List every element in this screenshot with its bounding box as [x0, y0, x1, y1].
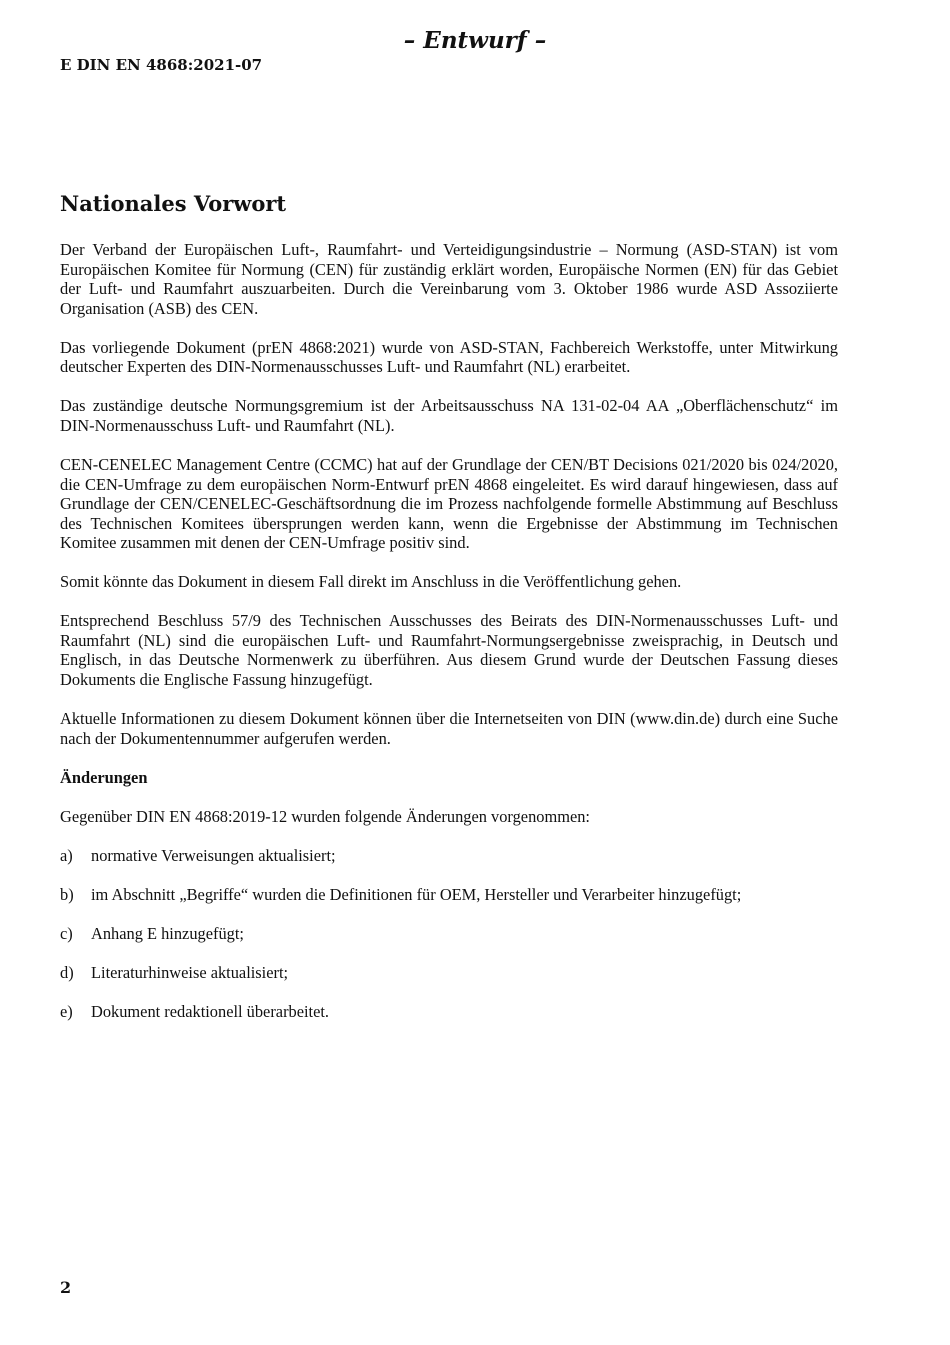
list-item [60, 885, 838, 905]
list-item-text: Anhang E hinzugefügt; [91, 923, 244, 943]
list-item-label: b) [60, 884, 74, 904]
draft-watermark-label: – Entwurf – [403, 27, 547, 54]
list-item [60, 924, 838, 944]
changes-intro: Gegenüber DIN EN 4868:2019-12 wurden folgende Änderungen vorgenommen: [60, 806, 590, 826]
page-number: 2 [60, 1278, 72, 1297]
changes-list [60, 846, 838, 1022]
paragraph: Aktuelle Informationen zu diesem Dokument können über die Internetseiten von DIN (www.din.de) durch eine Suche nach der Dokumentennummer aufgerufen werden. [60, 709, 838, 748]
paragraph: Somit könnte das Dokument in diesem Fall direkt im Anschluss in die Veröffentlichung gehen. [60, 572, 682, 592]
document-id: E DIN EN 4868:2021-07 [60, 56, 263, 74]
list-item-text: Literaturhinweise aktualisiert; [91, 962, 289, 982]
paragraph: CEN-CENELEC Management Centre (CCMC) hat auf der Grundlage der CEN/BT Decisions 021/2020 bis 024/2020, die CEN-Umfrage zu dem europäischen Norm-Entwurf prEN 4868 eingeleitet. Es wird darauf hingewiesen, dass auf Grundlage der CEN/CENELEC-Geschäftsordnung die im Prozess nachfolgende formelle Abstimmung auf Beschluss des Technischen Komitees übersprungen werden kann, wenn die Ergebnisse der Abstimmung im Technischen Komitee zusammen mit denen der CEN-Umfrage positiv sind. [60, 454, 838, 553]
list-item-label: e) [60, 1001, 73, 1021]
changes-heading: Änderungen [60, 767, 148, 787]
list-item-text: Dokument redaktionell überarbeitet. [91, 1001, 330, 1021]
list-item-label: a) [60, 845, 73, 865]
paragraph: Das zuständige deutsche Normungsgremium ist der Arbeitsausschuss NA 131-02-04 AA „Oberflächenschutz“ im DIN-Normenausschuss Luft- und Raumfahrt (NL). [60, 396, 838, 435]
list-item [60, 963, 838, 983]
paragraph: Das vorliegende Dokument (prEN 4868:2021) wurde von ASD-STAN, Fachbereich Werkstoffe, unter Mitwirkung deutscher Experten des DIN-Normenausschusses Luft- und Raumfahrt (NL) erarbeitet. [60, 337, 838, 377]
list-item-text: normative Verweisungen aktualisiert; [91, 845, 336, 865]
paragraph: Der Verband der Europäischen Luft-, Raumfahrt- und Verteidigungsindustrie – Normung (ASD-STAN) ist vom Europäischen Komitee für Normung (CEN) für zuständig erklärt worden, Europäische Normen (EN) für das Gebiet der Luft- und Raumfahrt auszuarbeiten. Durch die Vereinbarung vom 3. Oktober 1986 wurde ASD Assoziierte Organisation (ASB) des CEN. [60, 240, 838, 318]
list-item-label: d) [60, 962, 74, 982]
section-title: Nationales Vorwort [60, 191, 287, 216]
list-item [60, 1002, 838, 1022]
list-item [60, 846, 838, 866]
document-body [60, 240, 838, 1041]
list-item-label: c) [60, 923, 73, 943]
paragraph: Entsprechend Beschluss 57/9 des Technischen Ausschusses des Beirats des DIN-Normenausschusses Luft- und Raumfahrt (NL) sind die europäischen Luft- und Raumfahrt-Normungsergebnisse zweisprachig, in Deutsch und Englisch, in das Deutsche Normenwerk zu überführen. Aus diesem Grund wurde der Deutschen Fassung dieses Dokuments die Englische Fassung hinzugefügt. [60, 611, 838, 690]
list-item-text: im Abschnitt „Begriffe“ wurden die Definitionen für OEM, Hersteller und Verarbeiter hinzugefügt; [91, 884, 742, 904]
